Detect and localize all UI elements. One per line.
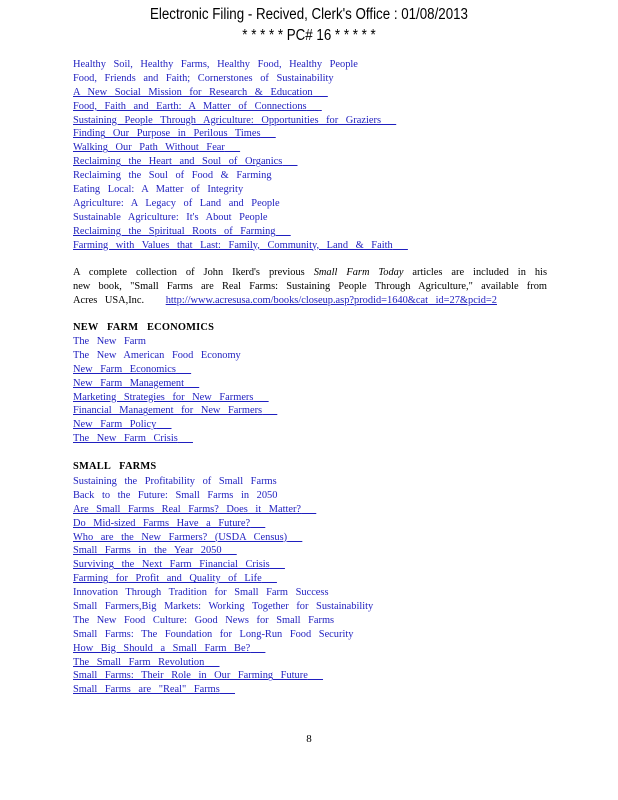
small-farm-item: [73, 614, 373, 628]
small-farm-item: [73, 586, 373, 600]
small-farm-link[interactable]: Do Mid-sized Farms Have a Future?: [73, 517, 251, 529]
article-link[interactable]: Food, Faith and Earth: A Matter of Connections: [73, 100, 307, 112]
small-farm-item[interactable]: [73, 531, 373, 545]
article-title: Eating Local: A Matter of Integrity: [73, 184, 244, 196]
small-farm-title: Innovation Through Tradition for Small Farm Success: [73, 587, 329, 599]
new-farm-link[interactable]: The New Farm Crisis: [73, 433, 178, 445]
small-farm-item: [73, 489, 373, 503]
article-title: Sustainable Agriculture: It's About People: [73, 211, 268, 223]
article-item: [73, 183, 408, 197]
small-farm-link[interactable]: Surviving the Next Farm Financial Crisis: [73, 559, 270, 571]
new-farm-link[interactable]: Marketing Strategies for New Farmers: [73, 391, 254, 403]
article-item[interactable]: [73, 86, 408, 100]
new-farm-item: [73, 349, 277, 363]
article-item: [73, 58, 408, 72]
new-farm-economics-list: [73, 335, 277, 446]
new-farm-item[interactable]: [73, 363, 277, 377]
small-farm-link[interactable]: Small Farms in the Year 2050: [73, 545, 222, 557]
section-title-small-farms: SMALL FARMS: [73, 461, 157, 472]
article-link[interactable]: A New Social Mission for Research & Education: [73, 86, 313, 98]
pc-number-header: * * * * * PC# 16 * * * * *: [242, 27, 376, 44]
article-list-1: [73, 58, 408, 252]
new-farm-link[interactable]: Financial Management for New Farmers: [73, 405, 263, 417]
article-link[interactable]: Reclaiming the Spiritual Roots of Farming: [73, 225, 276, 237]
article-item: [73, 169, 408, 183]
article-title: Agriculture: A Legacy of Land and People: [73, 197, 280, 209]
new-farm-item: [73, 335, 277, 349]
small-farm-item[interactable]: [73, 656, 373, 670]
small-farm-item[interactable]: [73, 544, 373, 558]
small-farm-item[interactable]: [73, 669, 373, 683]
small-farm-link[interactable]: Small Farms: Their Role in Our Farming Future: [73, 670, 308, 682]
small-farm-link[interactable]: How Big Should a Small Farm Be?: [73, 642, 251, 654]
article-title: Food, Friends and Faith; Cornerstones of Sustainability: [73, 72, 334, 84]
new-farm-item[interactable]: [73, 391, 277, 405]
article-item[interactable]: [73, 114, 408, 128]
small-farm-title: Sustaining the Profitability of Small Farms: [73, 476, 277, 487]
small-farm-link[interactable]: Farming for Profit and Quality of Life: [73, 573, 262, 585]
book-paragraph: [73, 266, 547, 308]
small-farm-title: Back to the Future: Small Farms in 2050: [73, 489, 278, 501]
article-title: Healthy Soil, Healthy Farms, Healthy Food, Healthy People: [73, 59, 358, 70]
article-item[interactable]: [73, 225, 408, 239]
new-farm-link[interactable]: New Farm Policy: [73, 419, 157, 431]
new-farm-item[interactable]: [73, 404, 277, 418]
small-farm-item[interactable]: [73, 503, 373, 517]
small-farm-link[interactable]: Small Farms are "Real" Farms: [73, 684, 220, 696]
small-farm-title: Small Farmers,Big Markets: Working Together for Sustainability: [73, 601, 374, 613]
small-farm-link[interactable]: Who are the New Farmers? (USDA Census): [73, 531, 288, 543]
new-farm-link[interactable]: New Farm Economics: [73, 363, 176, 375]
small-farm-item: [73, 628, 373, 642]
article-item[interactable]: [73, 155, 408, 169]
new-farm-item[interactable]: [73, 377, 277, 391]
article-link[interactable]: Walking Our Path Without Fear: [73, 142, 225, 154]
section-title-new-farm-economics: NEW FARM ECONOMICS: [73, 322, 215, 333]
article-item: [73, 72, 408, 86]
new-farm-item[interactable]: [73, 432, 277, 446]
article-item[interactable]: [73, 100, 408, 114]
article-item[interactable]: [73, 141, 408, 155]
paragraph-lead: A complete collection of John Ikerd's previous: [73, 267, 314, 278]
article-item: [73, 211, 408, 225]
paragraph-rest: articles are included in his new book, "Small Farms are Real Farms: Sustaining People Through Agriculture," available from Acres USA,Inc.: [73, 267, 547, 306]
article-link[interactable]: Reclaiming the Heart and Soul of Organics: [73, 156, 283, 168]
article-item[interactable]: [73, 127, 408, 141]
article-title: Reclaiming the Soul of Food & Farming: [73, 170, 272, 182]
small-farm-item: [73, 600, 373, 614]
new-farm-title: The New Farm: [73, 336, 146, 347]
small-farm-item[interactable]: [73, 683, 373, 697]
article-link[interactable]: Farming with Values that Last: Family, Community, Land & Faith: [73, 239, 393, 251]
small-farm-title: Small Farms: The Foundation for Long-Run Food Security: [73, 628, 354, 640]
acres-usa-link[interactable]: http://www.acresusa.com/books/closeup.asp?prodid=1640&cat id=27&pcid=2: [165, 294, 497, 306]
small-farm-link[interactable]: The Small Farm Revolution: [73, 656, 205, 668]
new-farm-title: The New American Food Economy: [73, 349, 241, 361]
new-farm-link[interactable]: New Farm Management: [73, 377, 184, 389]
small-farm-item: [73, 475, 373, 489]
article-link[interactable]: Finding Our Purpose in Perilous Times: [73, 128, 261, 140]
small-farm-title: The New Food Culture: Good News for Small Farms: [73, 614, 335, 626]
new-farm-item[interactable]: [73, 418, 277, 432]
magazine-title: Small Farm Today: [313, 267, 404, 278]
filing-header: Electronic Filing - Recived, Clerk's Office : 01/08/2013: [150, 6, 468, 23]
small-farm-item[interactable]: [73, 642, 373, 656]
article-item[interactable]: [73, 239, 408, 253]
small-farm-item[interactable]: [73, 572, 373, 586]
small-farm-link[interactable]: Are Small Farms Real Farms? Does it Matter?: [73, 503, 302, 515]
small-farm-item[interactable]: [73, 558, 373, 572]
small-farms-list: [73, 475, 373, 697]
article-link[interactable]: Sustaining People Through Agriculture: Opportunities for Graziers: [73, 114, 381, 126]
page-number: 8: [306, 733, 312, 745]
small-farm-item[interactable]: [73, 517, 373, 531]
article-item: [73, 197, 408, 211]
